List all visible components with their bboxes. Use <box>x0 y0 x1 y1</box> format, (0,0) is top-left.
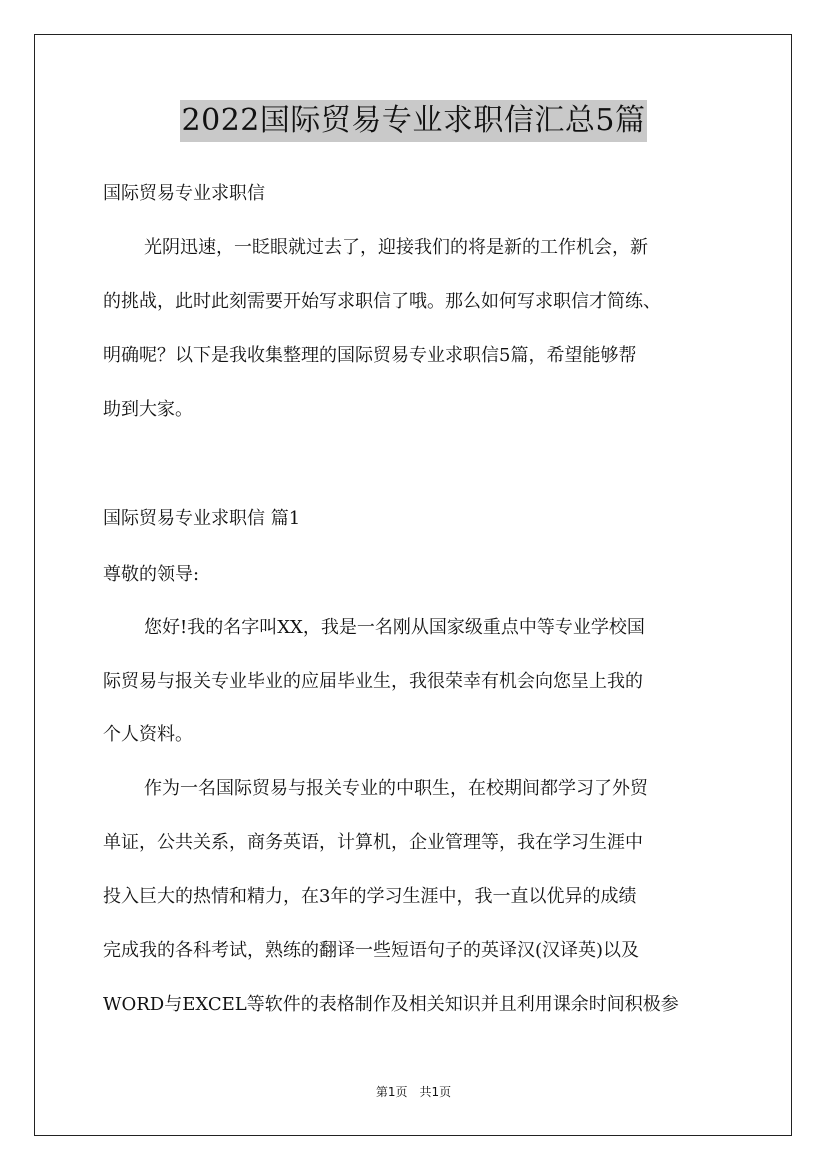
paragraph-line: 作为一名国际贸易与报关专业的中职生，在校期间都学习了外贸 <box>144 778 648 799</box>
paragraph-line: 投入巨大的热情和精力，在3年的学习生涯中，我一直以优异的成绩 <box>103 886 637 907</box>
intro-line: 明确呢？以下是我收集整理的国际贸易专业求职信5篇，希望能够帮 <box>103 345 637 366</box>
intro-line: 助到大家。 <box>103 399 193 420</box>
document-title: 2022国际贸易专业求职信汇总5篇 <box>180 100 648 142</box>
title-wrap <box>0 100 827 142</box>
paragraph-line: 际贸易与报关专业毕业的应届毕业生，我很荣幸有机会向您呈上我的 <box>103 671 643 692</box>
intro-heading: 国际贸易专业求职信 <box>103 183 265 204</box>
intro-line: 的挑战，此时此刻需要开始写求职信了哦。那么如何写求职信才简练、 <box>103 291 661 312</box>
section-heading: 国际贸易专业求职信 篇1 <box>103 508 301 529</box>
paragraph-line: 个人资料。 <box>103 724 193 745</box>
paragraph-line: 完成我的各科考试，熟练的翻译一些短语句子的英译汉(汉译英)以及 <box>103 940 640 961</box>
paragraph-line: 单证，公共关系，商务英语，计算机，企业管理等，我在学习生涯中 <box>103 832 643 853</box>
page-footer: 第1页 共1页 <box>375 1085 452 1099</box>
paragraph-line: WORD与EXCEL等软件的表格制作及相关知识并且利用课余时间积极参 <box>103 994 679 1015</box>
intro-line: 光阴迅速，一眨眼就过去了，迎接我们的将是新的工作机会，新 <box>144 237 648 258</box>
salutation: 尊敬的领导: <box>103 564 200 585</box>
paragraph-line: 您好!我的名字叫XX，我是一名刚从国家级重点中等专业学校国 <box>144 617 645 638</box>
